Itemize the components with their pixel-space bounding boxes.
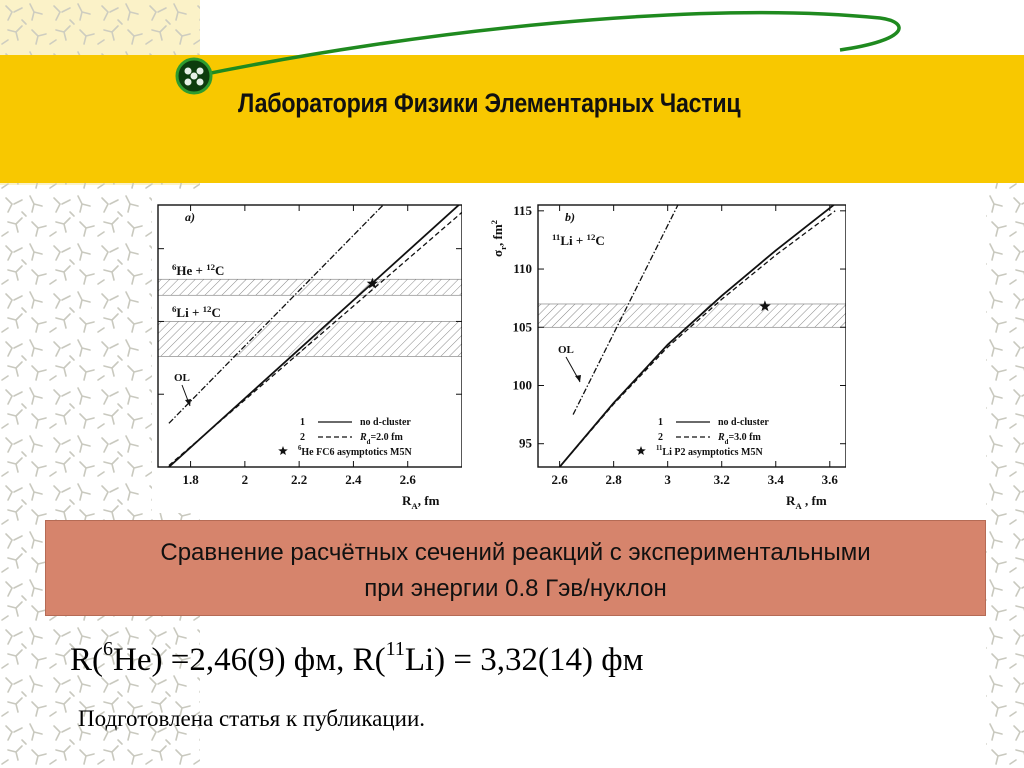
legend-number: 1 bbox=[658, 417, 663, 428]
y-axis-label: $\sigma_r$, $fm^2$ bbox=[489, 219, 508, 257]
y-tick-label bbox=[152, 386, 153, 401]
legend-entry: $R_d=2.0$ fm bbox=[360, 432, 403, 446]
legend-star-icon bbox=[278, 446, 288, 455]
x-axis-label: $R_A$ , fm bbox=[786, 493, 827, 511]
x-tick-label: 2.2 bbox=[291, 472, 308, 487]
ol-label: OL bbox=[174, 372, 190, 384]
legend-number: 2 bbox=[658, 432, 663, 443]
reaction-label: $^{11}$Li + $^{12}$C bbox=[552, 232, 605, 248]
x-tick-label: 2.4 bbox=[345, 472, 362, 487]
experimental-band-1 bbox=[158, 279, 462, 295]
ol-label: OL bbox=[558, 344, 574, 356]
x-axis-label: $R_A$, fm bbox=[402, 493, 440, 511]
x-tick-label: 2 bbox=[241, 472, 249, 487]
caption-box bbox=[45, 520, 986, 616]
series-line-dashed bbox=[560, 211, 836, 467]
ol-arrow-head bbox=[575, 375, 581, 382]
legend-entry: no d-cluster bbox=[360, 417, 411, 428]
x-tick-label: 3.4 bbox=[767, 472, 784, 487]
x-tick-label: 3 bbox=[664, 472, 671, 487]
x-tick-label: 1.8 bbox=[182, 472, 199, 487]
reaction-label: $^6$Li + $^{12}$C bbox=[172, 304, 221, 320]
legend-entry: no d-cluster bbox=[718, 417, 769, 428]
legend-entry: $^6$He FC6 asymptotics M5N bbox=[298, 445, 412, 458]
y-tick-label: 105 bbox=[512, 319, 532, 335]
x-tick-label: 2.6 bbox=[551, 472, 568, 487]
caption-line-2: при энергии 0.8 Гэв/нуклон bbox=[364, 575, 667, 602]
y-tick-label: 110 bbox=[513, 261, 532, 277]
x-tick-label: 3.6 bbox=[821, 472, 838, 487]
publication-note: Подготовлена статья к публикации. bbox=[78, 706, 426, 731]
header-band bbox=[0, 55, 1024, 183]
page-title: Лаборатория Физики Элементарных Частиц bbox=[238, 88, 741, 118]
legend-number: 1 bbox=[300, 417, 305, 428]
legend-entry: $R_d=3.0$ fm bbox=[718, 432, 761, 446]
panel-label: b) bbox=[565, 210, 575, 224]
reaction-label: $^6$He + $^{12}$C bbox=[172, 262, 225, 278]
x-tick-label: 2.6 bbox=[399, 472, 416, 487]
y-axis-label bbox=[152, 217, 153, 255]
chart-panel-a bbox=[152, 195, 462, 513]
y-tick-label: 95 bbox=[519, 435, 532, 451]
li-mass-number: 11 bbox=[385, 638, 405, 660]
y-tick-label: 115 bbox=[513, 202, 532, 218]
panel-label: a) bbox=[185, 210, 195, 224]
ol-arrow-head bbox=[185, 399, 191, 406]
legend-entry: $^{11}$Li P2 asymptotics M5N bbox=[656, 445, 763, 458]
he-result: He) =2,46(9) фм, R( bbox=[113, 642, 386, 678]
x-tick-label: 2.8 bbox=[605, 472, 622, 487]
result-line bbox=[70, 638, 644, 679]
result-prefix: R( bbox=[70, 642, 103, 678]
legend-number: 2 bbox=[300, 432, 305, 443]
caption-line-1: Сравнение расчётных сечений реакций с экспериментальными bbox=[160, 539, 871, 566]
y-tick-label: 100 bbox=[512, 377, 532, 393]
chart-panel-b bbox=[480, 195, 846, 513]
he-mass-number: 6 bbox=[103, 638, 113, 660]
li-result: Li) = 3,32(14) фм bbox=[404, 642, 644, 678]
x-tick-label: 3.2 bbox=[713, 472, 730, 487]
legend-star-icon bbox=[636, 446, 646, 455]
